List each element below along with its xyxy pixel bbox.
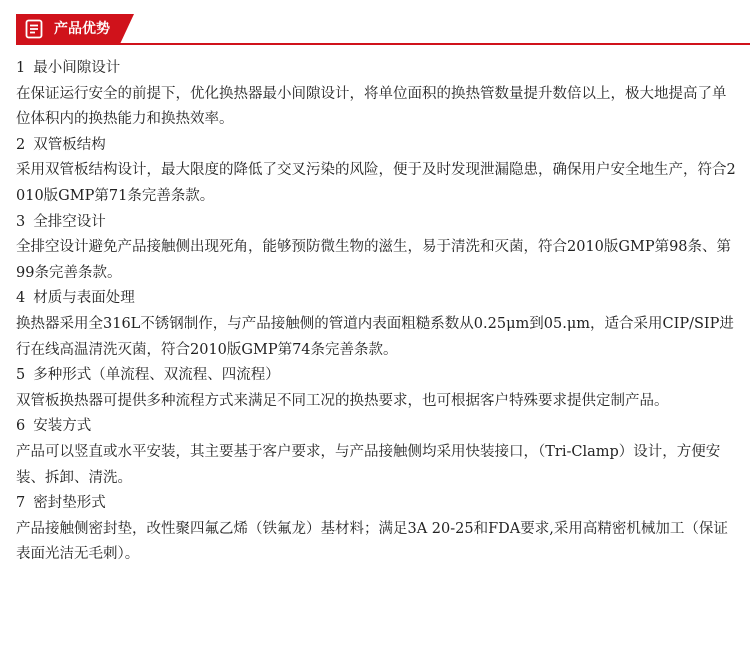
section-heading <box>16 286 736 312</box>
section-heading <box>16 414 736 440</box>
header-title: 产品优势 <box>54 21 110 37</box>
section-heading <box>16 133 736 159</box>
section-title: 材质与表面处理 <box>33 290 135 307</box>
section-number: 4 <box>16 290 26 307</box>
section-title: 全排空设计 <box>33 213 106 230</box>
section-body: 采用双管板结构设计，最大限度的降低了交叉污染的风险，便于及时发现泄漏隐患，确保用户安全地生产，符合2010版GMP第71条完善条款。 <box>16 162 736 204</box>
advantage-item-double-tubesheet <box>16 133 736 210</box>
section-number: 6 <box>16 418 26 435</box>
section-body: 在保证运行安全的前提下，优化换热器最小间隙设计，将单位面积的换热管数量提升数倍以上，极大地提高了单位体积内的换热能力和换热效率。 <box>16 85 727 128</box>
section-body: 产品接触侧密封垫，改性聚四氟乙烯（铁氟龙）基材料；满足3A 20-25和FDA要求,采用高精密机械加工（保证表面光洁无毛刺）。 <box>16 520 728 563</box>
advantage-item-material <box>16 286 736 363</box>
section-body: 换热器采用全316L不锈钢制作，与产品接触侧的管道内表面粗糙系数从0.25μm到05.μm，适合采用CIP/SIP进行在线高温清洗灭菌，符合2010版GMP第74条完善条款。 <box>16 315 734 358</box>
section-body: 双管板换热器可提供多种流程方式来满足不同工况的换热要求，也可根据客户特殊要求提供定制产品。 <box>16 392 669 409</box>
section-number: 7 <box>16 495 26 512</box>
section-header <box>0 14 750 46</box>
header-tab-tail <box>120 14 134 44</box>
section-title: 安装方式 <box>33 418 92 435</box>
section-title: 最小间隙设计 <box>33 60 121 76</box>
section-heading <box>16 56 736 82</box>
advantages-list <box>16 56 736 568</box>
section-title: 双管板结构 <box>33 136 106 153</box>
section-body: 产品可以竖直或水平安装，其主要基于客户要求，与产品接触侧均采用快装接口，（Tri-Clamp）设计，方便安装、拆卸、清洗。 <box>16 443 721 486</box>
header-underline <box>16 43 750 45</box>
section-title: 密封垫形式 <box>33 495 106 512</box>
section-heading <box>16 210 736 236</box>
advantage-item-installation <box>16 414 736 491</box>
advantage-item-flow-types <box>16 363 736 414</box>
section-number: 3 <box>16 213 26 230</box>
section-number: 2 <box>16 136 26 153</box>
section-title: 多种形式（单流程、双流程、四流程） <box>33 367 280 384</box>
section-heading <box>16 363 736 389</box>
advantage-item-min-gap <box>16 56 736 133</box>
section-body: 全排空设计避免产品接触侧出现死角，能够预防微生物的滋生，易于清洗和灭菌，符合2010版GMP第98条、第99条完善条款。 <box>16 239 732 281</box>
section-number: 5 <box>16 367 26 384</box>
advantage-item-gasket <box>16 491 736 568</box>
section-number: 1 <box>16 60 26 76</box>
section-heading <box>16 491 736 517</box>
advantage-item-full-drain <box>16 210 736 287</box>
document-list-icon <box>24 19 44 39</box>
